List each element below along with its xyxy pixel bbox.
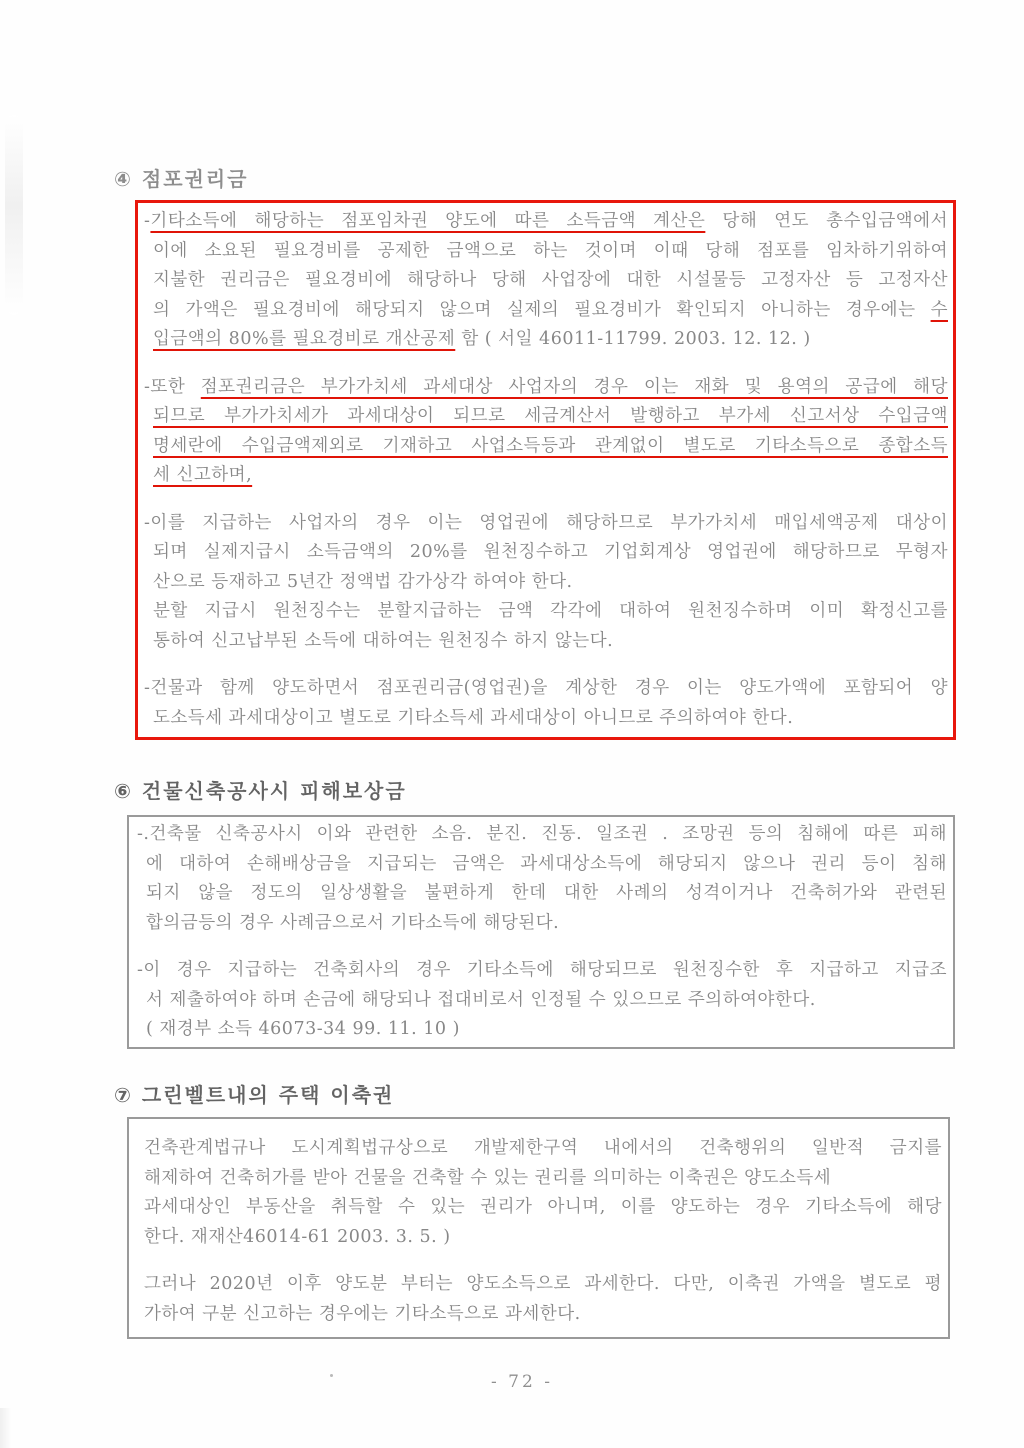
paragraph (137, 956, 947, 1045)
text-segment: 되며 실제지급시 소득금액의 20%를 원천징수하고 기업회계상 영업권에 해당하므로 무형자 (153, 542, 948, 562)
text-segment: 되지 않을 정도의 일상생활을 불편하게 한데 대한 사례의 성격이거나 건축허가와 관련된 (146, 883, 947, 903)
text-line (144, 1300, 942, 1330)
text-line (144, 1270, 942, 1300)
text-line (153, 432, 948, 462)
text-line (153, 461, 948, 491)
text-line (144, 1164, 942, 1194)
section-box-construction-damages (127, 815, 955, 1049)
text-line (146, 909, 947, 939)
text-line (144, 1193, 942, 1223)
text-segment: 이에 소요된 필요경비를 공제한 금액으로 하는 것이며 이때 당해 점포를 임차하기위하여 (153, 240, 948, 261)
text-line (146, 1015, 947, 1045)
text-segment: 지불한 권리금은 필요경비에 해당하나 당해 사업장에 대한 시설물등 고정자산 등 고정자산 (153, 270, 948, 290)
text-segment: 당해 연도 총수입금액에서 (705, 211, 948, 231)
text-line (146, 879, 947, 909)
section-box-greenbelt-relocation-right (127, 1117, 950, 1339)
paragraph (144, 1134, 942, 1252)
text-segment: - (144, 211, 151, 231)
red-underlined-text: 되므로 부가가치세가 과세대상이 되므로 세금계산서 발행하고 부가세 신고서상 수입금액 (153, 406, 948, 426)
paragraph (144, 509, 948, 657)
text-line (153, 296, 948, 326)
text-line (144, 1134, 942, 1164)
text-line (137, 956, 947, 986)
text-segment: 통하여 신고납부된 소득에 대하여는 원천징수 하지 않는다. (153, 630, 614, 651)
paragraph (144, 1270, 942, 1329)
text-segment: 과세대상인 부동산을 취득할 수 있는 권리가 아니며, 이를 양도하는 경우 기타소득에 해당 (144, 1197, 942, 1217)
text-line (153, 704, 948, 734)
text-segment: 한다. 재재산46014-61 2003. 3. 5. ) (144, 1226, 451, 1247)
text-segment: -.건축물 신축공사시 이와 관련한 소음. 분진. 진동. 일조권 . 조망권 등의 침해에 따른 피해 (137, 824, 947, 844)
red-underlined-text: 기타소득에 해당하는 점포임차권 양도에 따른 소득금액 계산은 (150, 211, 706, 231)
text-segment: 건축관계법규나 도시계획법규상으로 개발제한구역 내에서의 건축행위의 일반적 금지를 (144, 1138, 942, 1158)
section-box-store-premium (135, 200, 956, 740)
page-number: - 72 - (491, 1372, 553, 1392)
text-line (153, 266, 948, 296)
text-segment: 에 대하여 손해배상금을 지급되는 금액은 과세대상소득에 해당되지 않으나 권리 등이 침해 (146, 853, 947, 874)
scan-artifact (5, 115, 23, 315)
text-line (153, 237, 948, 267)
text-segment: 서 제출하여야 하며 손금에 해당되나 접대비로서 인정될 수 있으므로 주의하여야한다. (146, 989, 816, 1010)
red-underlined-text: 수 (930, 299, 948, 320)
red-underlined-text: 점포권리금은 부가가치세 과세대상 사업자의 경우 이는 재화 및 용역의 공급에 해당 (200, 376, 948, 397)
text-segment: ( 재경부 소득 46073-34 99. 11. 10 ) (146, 1019, 460, 1039)
paragraph (144, 373, 948, 491)
text-segment: 해제하여 건축허가를 받아 건물을 건축할 수 있는 권리를 의미하는 이축권은 양도소득세 (144, 1167, 832, 1188)
text-segment: 산으로 등재하고 5년간 정액법 감가상각 하여야 한다. (153, 571, 573, 592)
text-segment: 그러나 2020년 이후 양도분 부터는 양도소득으로 과세한다. 다만, 이축권 가액을 별도로 평 (144, 1274, 942, 1294)
text-line (144, 207, 948, 237)
text-segment: 합의금등의 경우 사례금으로서 기타소득에 해당된다. (146, 912, 560, 933)
text-line (144, 373, 948, 403)
text-segment: -또한 (144, 376, 201, 397)
section-heading-store-premium: ④ 점포권리금 (114, 167, 249, 191)
text-segment: 분할 지급시 원천징수는 분할지급하는 금액 각각에 대하여 원천징수하며 이미 확정신고를 (153, 601, 948, 621)
red-underlined-text: 명세란에 수입금액제외로 기재하고 사업소득등과 관계없이 별도로 기타소득으로 종합소득 (153, 435, 948, 456)
text-line (146, 850, 947, 880)
paragraph (137, 820, 947, 938)
text-line (153, 597, 948, 627)
paragraph (144, 207, 948, 355)
text-line (153, 627, 948, 657)
text-segment: -이를 지급하는 사업자의 경우 이는 영업권에 해당하므로 부가가치세 매입세액공제 대상이 (144, 512, 948, 533)
red-underlined-text: 세 신고하며, (153, 465, 253, 485)
text-line (153, 538, 948, 568)
text-segment: 함 ( 서일 46011-11799. 2003. 12. 12. ) (455, 329, 811, 349)
red-underlined-text: 입금액의 80%를 필요경비로 개산공제 (153, 329, 456, 349)
text-line (153, 325, 948, 355)
text-segment: 의 가액은 필요경비에 해당되지 않으며 실제의 필요경비가 확인되지 아니하는 경우에는 (153, 299, 931, 320)
text-segment: -이 경우 지급하는 건축회사의 경우 기타소득에 해당되므로 원천징수한 후 지급하고 지급조 (137, 960, 947, 980)
scan-artifact (0, 1408, 12, 1448)
text-line (153, 568, 948, 598)
text-segment: 가하여 구분 신고하는 경우에는 기타소득으로 과세한다. (144, 1303, 581, 1324)
section-heading-construction-damages: ⑥ 건물신축공사시 피해보상금 (114, 779, 407, 803)
text-line (137, 820, 947, 850)
text-line (146, 986, 947, 1016)
text-segment: 도소득세 과세대상이고 별도로 기타소득세 과세대상이 아니므로 주의하여야 한다. (153, 707, 794, 728)
text-segment: -건물과 함께 양도하면서 점포권리금(영업권)을 계상한 경우 이는 양도가액에 포함되어 양 (144, 678, 948, 698)
text-line (144, 509, 948, 539)
text-line (144, 674, 948, 704)
text-line (153, 402, 948, 432)
paragraph (144, 674, 948, 733)
text-line (144, 1223, 942, 1253)
section-heading-greenbelt-relocation-right: ⑦ 그린벨트내의 주택 이축권 (114, 1083, 395, 1107)
